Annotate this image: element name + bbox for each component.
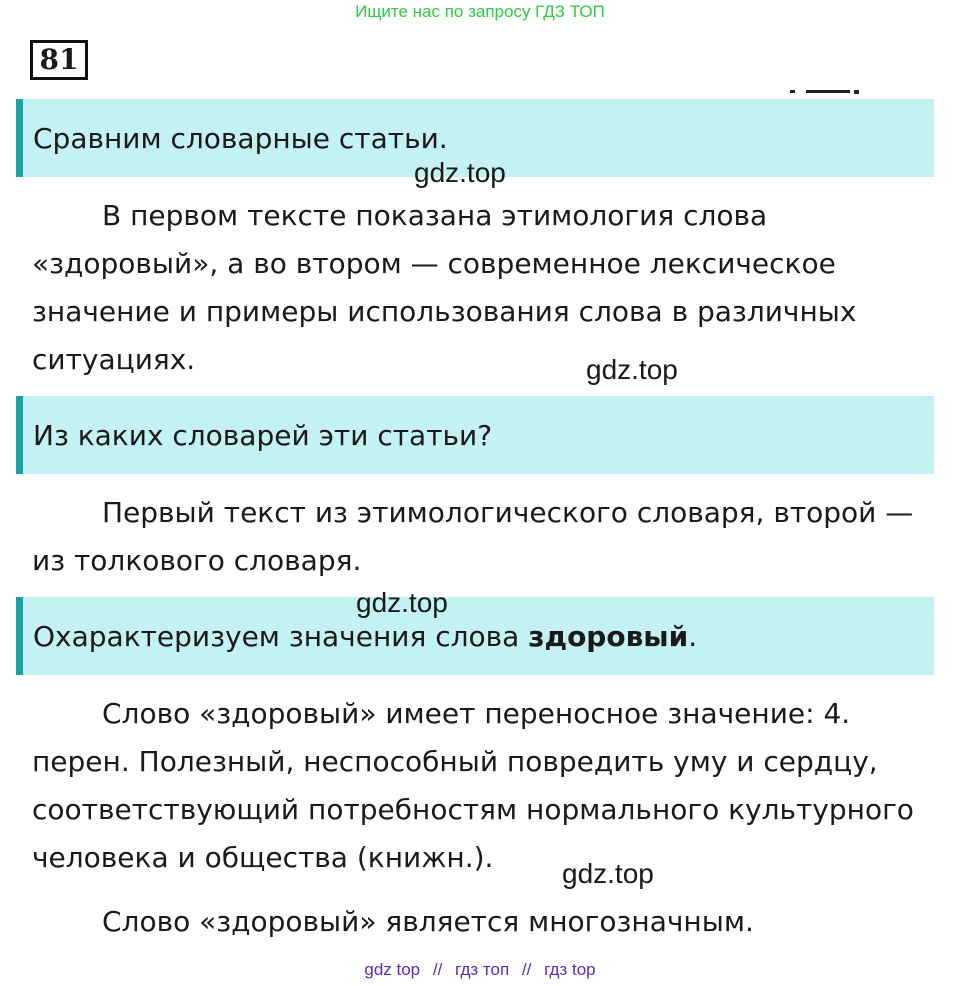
section-header-text: Из каких словарей эти статьи? xyxy=(33,418,493,452)
section-header-text: Сравним словарные статьи. xyxy=(33,121,448,155)
footer-link[interactable]: гдз top xyxy=(544,960,596,979)
header-prefix: Охарактеризуем значения слова xyxy=(33,619,529,653)
footer-link[interactable]: gdz top xyxy=(364,960,421,979)
answer-text: Первый текст из этимологического словаря, второй — из толкового словаря. xyxy=(32,496,914,577)
section-header-text xyxy=(33,620,697,653)
watermark: gdz.top xyxy=(356,587,448,618)
footer-separator: // xyxy=(432,960,443,979)
answer-paragraph-conclusion xyxy=(32,898,932,946)
footer-link[interactable]: гдз топ xyxy=(455,960,510,979)
footer-links xyxy=(0,960,960,980)
cropped-text-fragment xyxy=(790,90,870,98)
header-keyword: здоровый xyxy=(528,619,689,653)
footer-separator: // xyxy=(521,960,532,979)
answer-text: В первом тексте показана этимология слова «здоровый», а во втором — современное лексическое значение и примеры использования слова в различных ситуациях. xyxy=(32,199,857,376)
answer-paragraph-dictionaries xyxy=(32,489,932,585)
task-number: 81 xyxy=(30,40,88,80)
watermark: gdz.top xyxy=(562,858,654,889)
answer-text: Слово «здоровый» является многозначным. xyxy=(102,905,754,938)
answer-text: Слово «здоровый» имеет переносное значение: 4. перен. Полезный, неспособный повредить уму и сердцу, соответствующий потребностям нормального культурного человека и общества (книжн.). xyxy=(32,697,914,874)
answer-paragraph-meanings xyxy=(32,690,932,882)
answer-paragraph-etymology xyxy=(32,192,932,384)
watermark: gdz.top xyxy=(586,354,678,385)
watermark: gdz.top xyxy=(414,157,506,188)
section-header-dictionaries xyxy=(16,396,934,474)
top-banner[interactable]: Ищите нас по запросу ГДЗ ТОП xyxy=(355,2,605,21)
header-suffix: . xyxy=(688,619,698,653)
section-header-meanings xyxy=(16,597,934,675)
